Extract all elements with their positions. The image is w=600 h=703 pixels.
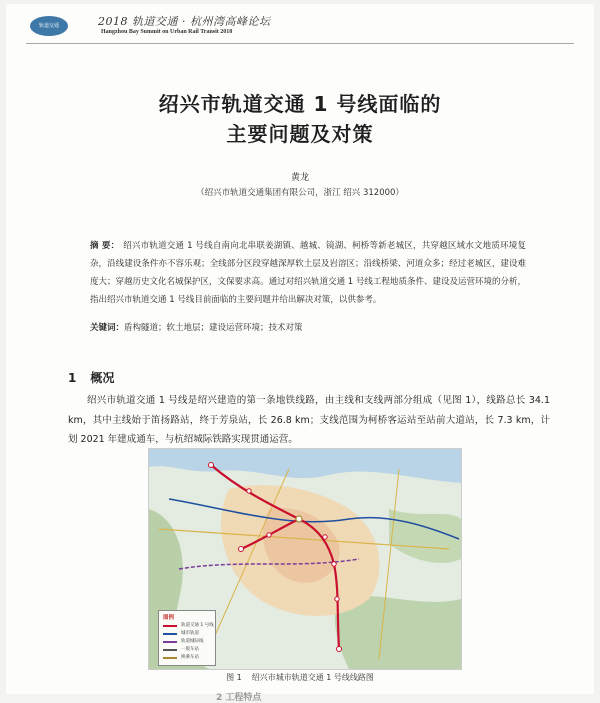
- legend-swatch: [163, 649, 177, 651]
- article-title-line2: 主要问题及对策: [226, 122, 374, 146]
- header-divider: [26, 43, 574, 44]
- affiliation: （绍兴市轨道交通集团有限公司，浙江 绍兴 312000）: [196, 188, 404, 198]
- figure-number: 图 1: [226, 673, 242, 682]
- station-marker: [239, 547, 244, 552]
- document-page: [6, 4, 594, 703]
- map-legend: [158, 610, 216, 666]
- station-marker: [323, 535, 327, 539]
- legend-swatch: [163, 641, 177, 643]
- legend-title: 图例: [163, 615, 175, 621]
- keywords-text: 盾构隧道；软土地层；建设运营环境；技术对策: [124, 323, 303, 333]
- header-title-en: Hangzhou Bay Summit on Urban Rail Transit 2018: [101, 29, 233, 35]
- legend-swatch: [163, 625, 177, 627]
- transfer-station-marker: [296, 516, 302, 522]
- legend-label: 一般车站: [181, 647, 199, 652]
- section-heading: [68, 369, 114, 386]
- section-paragraph: 绍兴市轨道交通 1 号线是绍兴建造的第一条地铁线路，由主线和支线两部分组成（见图 1），线路总长 34.1 km，其中主线始于笛扬路站，终于芳泉站，长 26.8 km；支线范围为柯桥客运站至站前大道站，长 7.3 km，计划 2021 年建成通车，与杭绍城际铁路实现贯通运营。: [68, 395, 550, 445]
- section-title: 概况: [90, 371, 115, 385]
- station-marker: [209, 463, 214, 468]
- next-section-heading: 2 工程特点: [216, 693, 262, 703]
- abstract-text: 绍兴市轨道交通 1 号线自南向北串联姜湖镇、越城、镜湖、柯桥等新老城区，共穿越区域水文地质环境复杂，沿线建设条件亦不容乐观；全线部分区段穿越深厚软土层及岩溶区；沿线桥梁、河道众多；经过老城区，建设难度大；穿越历史文化名城保护区，文保要求高。通过对绍兴轨道交通 1 号线工程地质条件、建设及运营环境的分析，指出绍兴市轨道交通 1 号线目前面临的主要问题并给出解决对策，以供参考。: [90, 241, 526, 305]
- station-marker: [267, 533, 271, 537]
- abstract: [90, 237, 526, 309]
- station-marker: [247, 489, 251, 493]
- legend-label: 轨道交通 1 号线: [181, 623, 214, 628]
- station-marker: [337, 647, 342, 652]
- legend-label: 换乘车站: [181, 655, 199, 660]
- section-number: 1: [68, 371, 77, 385]
- conference-header: [6, 4, 594, 44]
- legend-swatch: [163, 633, 177, 635]
- legend-item: [163, 630, 215, 638]
- station-marker: [332, 562, 336, 566]
- legend-swatch: [163, 657, 177, 659]
- abstract-label: 摘 要：: [90, 241, 120, 251]
- legend-label: 城市轨道: [181, 631, 199, 636]
- station-marker: [335, 597, 339, 601]
- author: 黄龙: [290, 173, 309, 183]
- keywords: [90, 321, 526, 333]
- legend-item: [163, 646, 215, 654]
- legend-label: 轨道城际线: [181, 639, 204, 644]
- legend-item: [163, 654, 215, 662]
- figure-caption: [6, 672, 594, 683]
- header-title-cn: 2018 轨道交通 · 杭州湾高峰论坛: [98, 15, 271, 28]
- figure-caption-text: 绍兴市城市轨道交通 1 号线线路图: [251, 673, 374, 682]
- legend-item: [163, 638, 215, 646]
- article-title-line1: 绍兴市轨道交通 1 号线面临的: [158, 92, 442, 116]
- legend-item: [163, 622, 215, 630]
- keywords-label: 关键词：: [90, 323, 125, 333]
- conference-logo: 轨道交通: [30, 16, 68, 36]
